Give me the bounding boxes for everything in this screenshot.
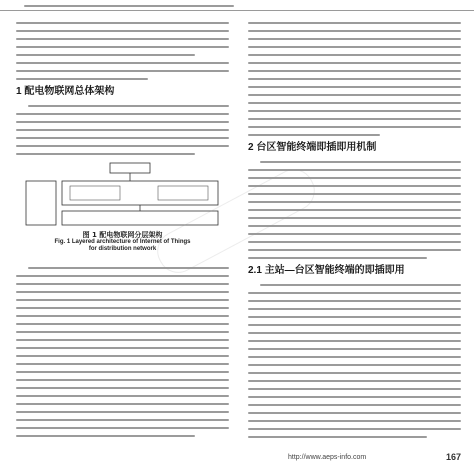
running-header-text — [24, 2, 234, 11]
page-number: 167 — [445, 452, 461, 462]
architecture-diagram — [22, 161, 222, 227]
right-paragraph-1 — [248, 22, 461, 136]
page-footer — [248, 452, 461, 466]
cloud-master-node — [110, 163, 150, 173]
footer-url[interactable]: http://www.aeps-info.com — [288, 454, 367, 461]
subsection-heading-master-terminal: 2.1 主站—台区智能终端的即插即用 — [248, 265, 405, 276]
edge-device-box — [158, 186, 208, 200]
figure-caption-en-line1: Fig. 1 Layered architecture of Internet of Things — [54, 239, 191, 245]
section-heading-plug-and-play: 2 台区智能终端即插即用机制 — [248, 142, 377, 153]
body-paragraph — [16, 267, 229, 437]
figure-caption-cn: 图 1 配电物联网分层架构 — [82, 231, 163, 239]
side-layer-box — [26, 181, 56, 225]
right-column — [248, 22, 461, 446]
right-paragraph-3 — [248, 284, 461, 438]
figure-caption-en-line2: for distribution network — [88, 246, 157, 252]
architecture-paragraph — [16, 105, 229, 155]
section-heading-architecture: 1 配电物联网总体架构 — [16, 86, 115, 97]
running-header — [0, 0, 474, 11]
edge-device-box — [70, 186, 120, 200]
intro-paragraph — [16, 22, 229, 80]
